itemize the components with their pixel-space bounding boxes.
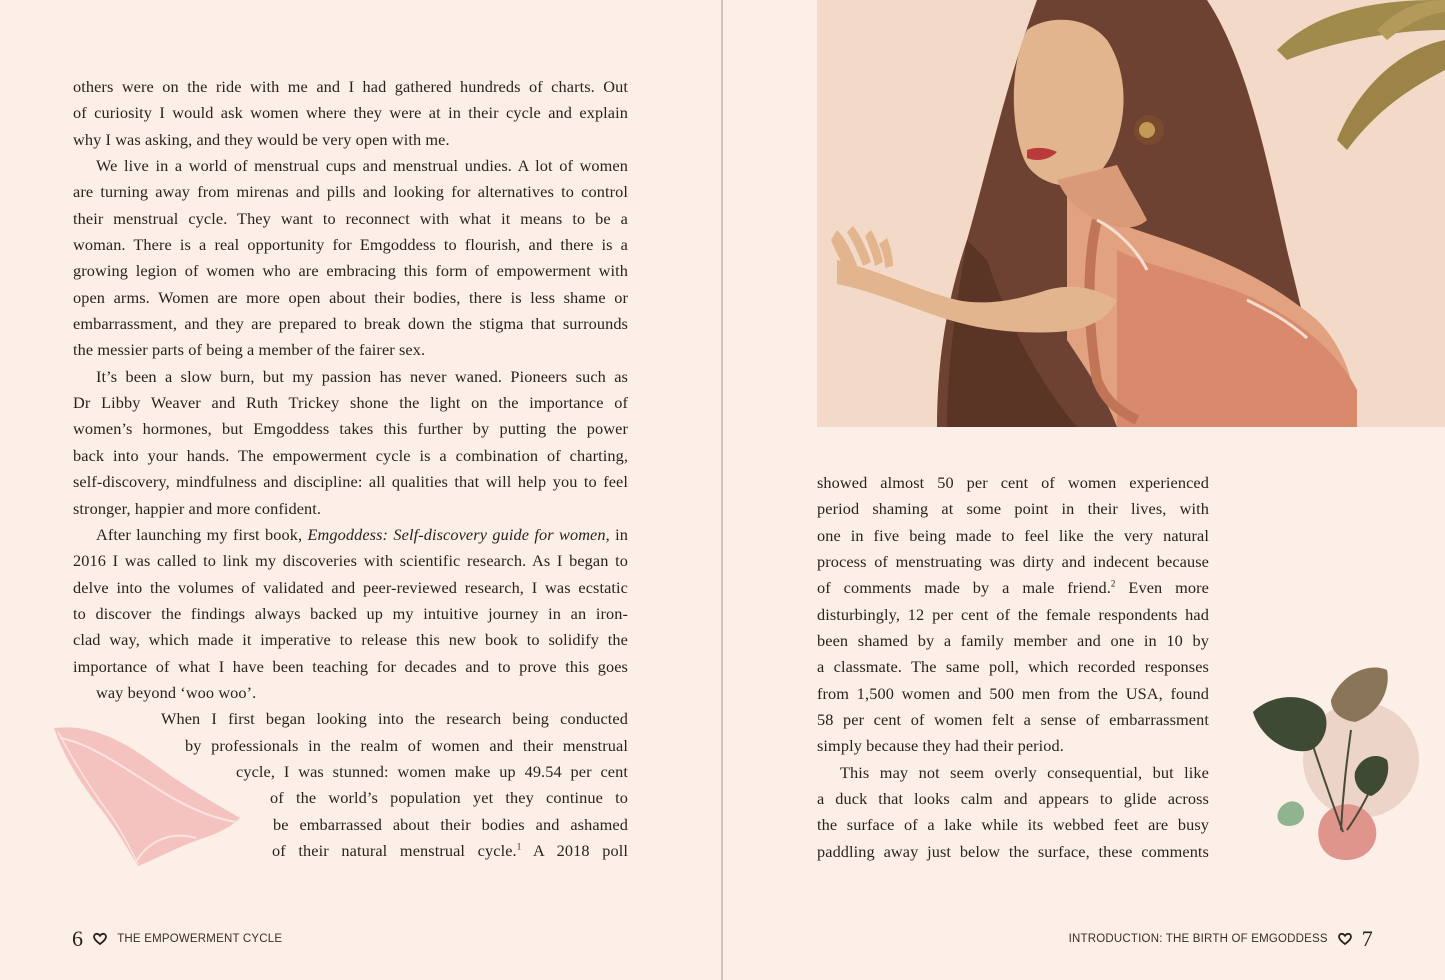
woman-illustration <box>817 0 1445 427</box>
text-line: of their natural menstrual cycle.$^1$ A 2018 poll <box>272 840 628 860</box>
text-line: of the world’s population yet they continue to <box>270 788 628 808</box>
text-line: showed almost 50 per cent of women experienced <box>817 473 1209 492</box>
text-line: clad way, which made it imperative to release this new book to solidify the <box>73 630 628 650</box>
text-line: importance of what I have been teaching for decades and to prove this goes <box>73 656 628 676</box>
text-line: When I first began looking into the research being conducted <box>161 709 628 729</box>
plant-illustration <box>1251 660 1421 865</box>
text-line: women’s hormones, but Emgoddess takes this further by putting the power <box>73 419 628 439</box>
text-line: be embarrassed about their bodies and ashamed <box>273 814 628 834</box>
text-line: been shamed by a family member and one in 10 by <box>817 631 1209 651</box>
left-page <box>0 0 722 980</box>
text-line: their menstrual cycle. They want to reconnect with what it means to be a <box>73 208 628 228</box>
text-line: one in five being made to feel like the very natural <box>817 525 1209 545</box>
text-line: Dr Libby Weaver and Ruth Trickey shone the light on the importance of <box>73 393 628 413</box>
text-line: why I was asking, and they would be very open with me. <box>73 129 450 149</box>
text-line: It’s been a slow burn, but my passion has never waned. Pioneers such as <box>96 366 628 386</box>
text-line: paddling away just below the surface, these comments <box>817 841 1209 861</box>
text-line: We live in a world of menstrual cups and menstrual undies. A lot of women <box>96 156 628 176</box>
text-line: back into your hands. The empowerment cycle is a combination of charting, <box>73 445 628 465</box>
running-head: THE EMPOWERMENT CYCLE <box>117 933 283 945</box>
page-number: 7 <box>1361 926 1373 951</box>
text-line: delve into the volumes of validated and peer-reviewed research, I was ecstatic <box>73 577 628 597</box>
text-line: way beyond ‘woo woo’. <box>96 682 257 702</box>
running-head: INTRODUCTION: THE BIRTH OF EMGODDESS <box>1068 933 1328 945</box>
heart-icon <box>93 932 107 946</box>
text-line: growing legion of women who are embracing this form of empowerment with <box>73 261 628 281</box>
text-line: others were on the ride with me and I had gathered hundreds of charts. Out <box>73 77 628 96</box>
text-line: woman. There is a real opportunity for Emgoddess to flourish, and there is a <box>73 235 628 255</box>
left-body-text <box>73 74 628 864</box>
text-line: the surface of a lake while its webbed feet are busy <box>817 815 1209 835</box>
right-page <box>723 0 1445 980</box>
text-line: a classmate. The same poll, which recorded responses <box>817 657 1209 677</box>
text-line: process of menstruating was dirty and indecent because <box>817 552 1209 572</box>
text-line: self-discovery, mindfulness and discipline: all qualities that will help you to feel <box>73 472 628 492</box>
text-line: open arms. Women are more open about their bodies, there is less shame or <box>73 287 628 307</box>
page-number: 6 <box>72 926 84 951</box>
text-line: period shaming at some point in their lives, with <box>817 499 1209 519</box>
text-line: This may not seem overly consequential, but like <box>840 762 1209 782</box>
text-line: of curiosity I would ask women where they were at in their cycle and explain <box>73 103 628 123</box>
text-line: a duck that looks calm and appears to glide across <box>817 789 1209 809</box>
text-line: cycle, I was stunned: women make up 49.54 per cent <box>236 761 628 781</box>
text-line: embarrassment, and they are prepared to break down the stigma that surrounds <box>73 314 628 334</box>
right-footer <box>1069 926 1373 952</box>
text-line: are turning away from mirenas and pills and looking for alternatives to control <box>73 182 628 202</box>
text-line: by professionals in the realm of women and their menstrual <box>185 735 628 755</box>
text-line: disturbingly, 12 per cent of the female respondents had <box>817 604 1209 624</box>
text-line: simply because they had their period. <box>817 736 1064 756</box>
text-line: to discover the findings always backed up my intuitive journey in an iron- <box>73 603 628 623</box>
text-line: 2016 I was called to link my discoveries with scientific research. As I began to <box>73 551 628 571</box>
text-line: of comments made by a male friend.$^2$ Even more <box>817 578 1209 598</box>
text-line: 58 per cent of women felt a sense of embarrassment <box>817 710 1209 730</box>
left-footer <box>72 926 282 952</box>
text-line: the messier parts of being a member of the fairer sex. <box>73 340 426 360</box>
heart-icon <box>1338 932 1352 946</box>
text-line: from 1,500 women and 500 men from the USA, found <box>817 683 1209 703</box>
text-line: stronger, happier and more confident. <box>73 498 322 518</box>
text-line: After launching my first book, Emgoddess: Self-discovery guide for women, in <box>96 524 628 544</box>
right-body-text <box>817 470 1209 865</box>
